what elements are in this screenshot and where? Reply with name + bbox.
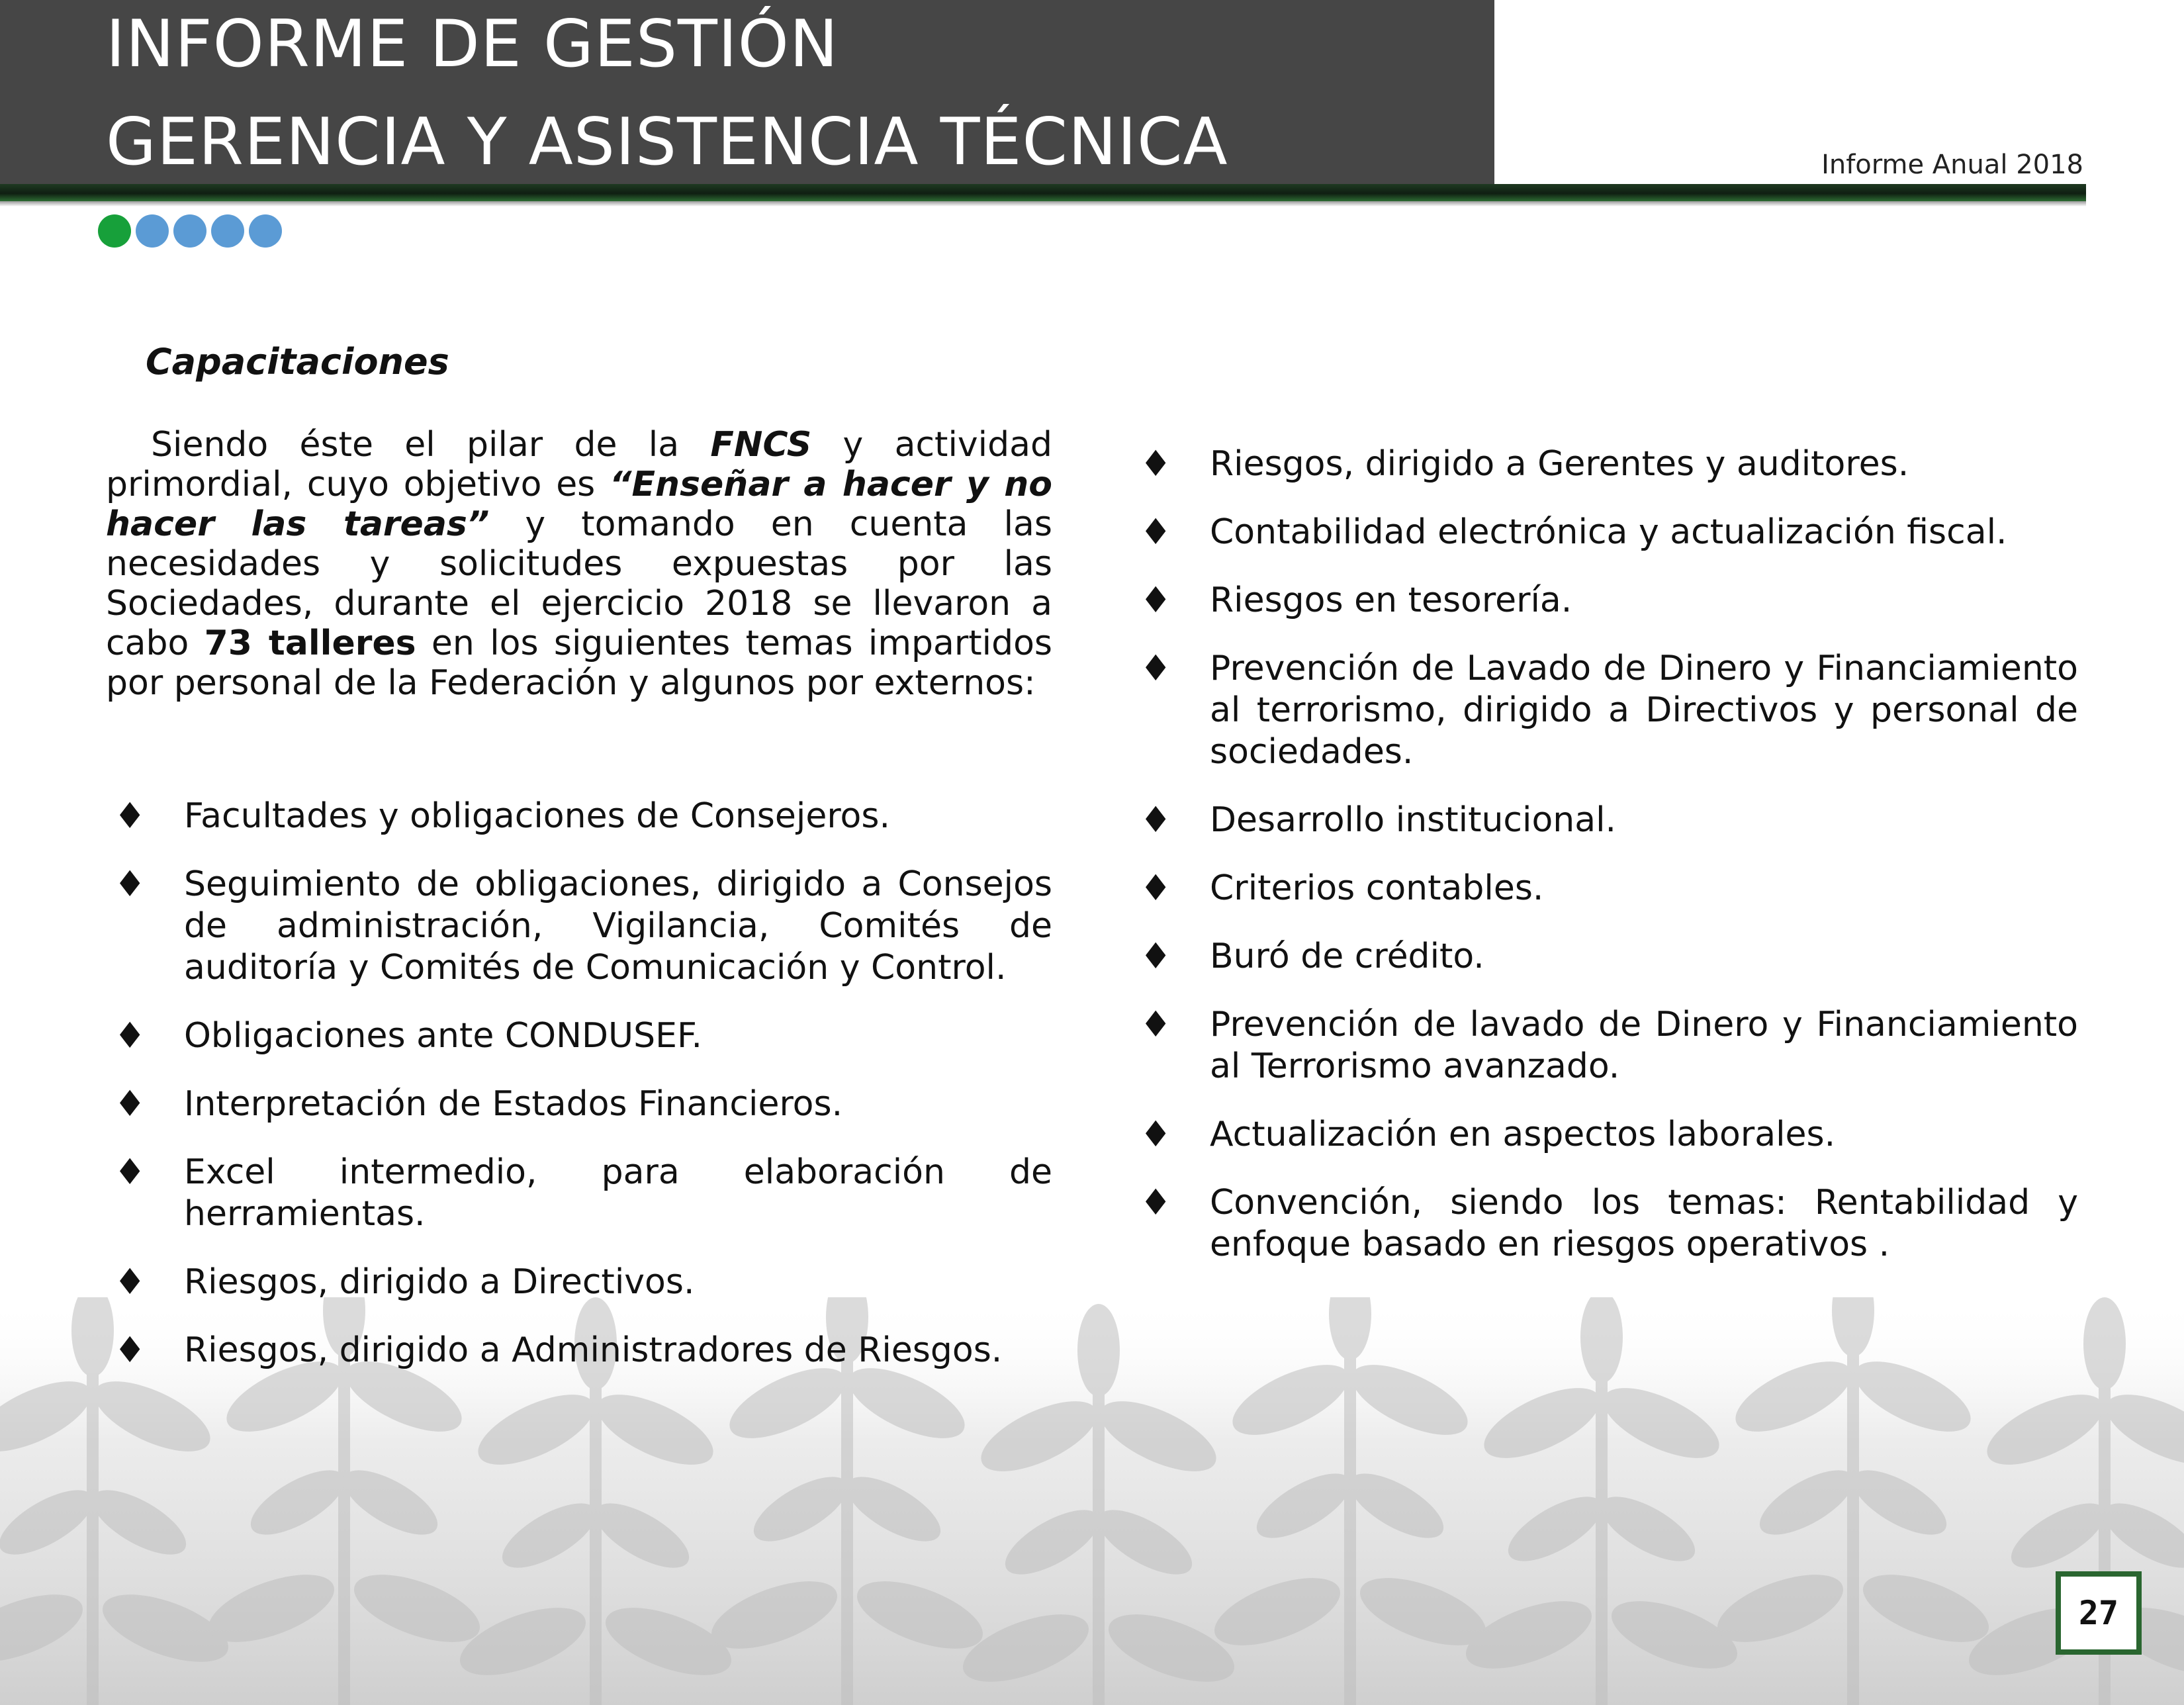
diamond-icon: ♦ bbox=[1140, 935, 1172, 977]
header-band bbox=[0, 0, 1494, 184]
diamond-icon: ♦ bbox=[1140, 1003, 1172, 1045]
list-item bbox=[1132, 1004, 2078, 1087]
intro-fncs: FNCS bbox=[710, 425, 812, 465]
list-item bbox=[106, 1152, 1052, 1235]
diamond-icon: ♦ bbox=[1140, 799, 1172, 841]
header-rule-shadow bbox=[0, 201, 2086, 207]
header-green-rule bbox=[0, 184, 2086, 201]
report-year-label: Informe Anual 2018 bbox=[1821, 150, 2083, 180]
dot-blue bbox=[249, 214, 282, 248]
list-item-text: Interpretación de Estados Financieros. bbox=[184, 1084, 843, 1124]
list-item bbox=[106, 796, 1052, 837]
list-item-text: Desarrollo institucional. bbox=[1210, 800, 1617, 840]
topic-list-right bbox=[1132, 443, 2078, 1292]
list-item bbox=[1132, 936, 2078, 978]
list-item bbox=[1132, 512, 2078, 553]
dot-green bbox=[98, 214, 131, 248]
list-item-text: Prevención de Lavado de Dinero y Financiamiento al terrorismo, dirigido a Directivos y personal de sociedades. bbox=[1210, 649, 2078, 772]
dot-blue bbox=[136, 214, 169, 248]
list-item bbox=[106, 864, 1052, 989]
header-title-line-1: INFORME DE GESTIÓN bbox=[106, 7, 839, 82]
list-item bbox=[106, 1015, 1052, 1057]
diamond-icon: ♦ bbox=[1140, 647, 1172, 689]
list-item-text: Buró de crédito. bbox=[1210, 937, 1484, 976]
list-item-text: Riesgos en tesorería. bbox=[1210, 580, 1572, 620]
list-item-text: Excel intermedio, para elaboración de herramientas. bbox=[184, 1152, 1052, 1234]
dot-blue bbox=[173, 214, 206, 248]
list-item bbox=[1132, 443, 2078, 485]
intro-text-3: y tomando en cuenta las necesidades y solicitudes expuestas por las Sociedades, durante el ejercicio 2018 se llevaron a cabo bbox=[106, 504, 1052, 663]
list-item-text: Seguimiento de obligaciones, dirigido a Consejos de administración, Vigilancia, Comités de auditoría y Comités de Comunicación y Control. bbox=[184, 864, 1052, 988]
intro-paragraph bbox=[106, 425, 1052, 703]
list-item bbox=[106, 1330, 1052, 1371]
diamond-icon: ♦ bbox=[114, 1261, 146, 1303]
list-item bbox=[106, 1262, 1052, 1303]
list-item-text: Obligaciones ante CONDUSEF. bbox=[184, 1016, 703, 1056]
diamond-icon: ♦ bbox=[1140, 511, 1172, 553]
intro-workshop-count: 73 talleres bbox=[204, 623, 416, 663]
list-item-text: Riesgos, dirigido a Gerentes y auditores. bbox=[1210, 444, 1909, 484]
diamond-icon: ♦ bbox=[1140, 1181, 1172, 1223]
diamond-icon: ♦ bbox=[114, 795, 146, 837]
diamond-icon: ♦ bbox=[1140, 443, 1172, 484]
list-item-text: Contabilidad electrónica y actualización fiscal. bbox=[1210, 512, 2007, 552]
dot-blue bbox=[211, 214, 244, 248]
diamond-icon: ♦ bbox=[114, 863, 146, 905]
diamond-icon: ♦ bbox=[114, 1151, 146, 1193]
intro-quote: “Enseñar a hacer y no hacer las tareas” bbox=[106, 465, 1052, 544]
header-title-line-2: GERENCIA Y ASISTENCIA TÉCNICA bbox=[106, 105, 1228, 180]
diamond-icon: ♦ bbox=[1140, 579, 1172, 621]
list-item-text: Actualización en aspectos laborales. bbox=[1210, 1115, 1836, 1154]
list-item bbox=[1132, 580, 2078, 622]
progress-dots bbox=[98, 214, 282, 248]
list-item bbox=[106, 1083, 1052, 1125]
intro-text-4: en los siguientes temas impartidos por personal de la Federación y algunos por externos: bbox=[106, 623, 1053, 703]
list-item bbox=[1132, 648, 2078, 773]
list-item bbox=[1132, 1114, 2078, 1156]
list-item bbox=[1132, 1182, 2078, 1266]
list-item-text: Convención, siendo los temas: Rentabilidad y enfoque basado en riesgos operativos . bbox=[1210, 1183, 2078, 1264]
list-item-text: Criterios contables. bbox=[1210, 868, 1544, 908]
intro-text-2: y actividad primordial, cuyo objetivo es bbox=[106, 425, 1052, 504]
intro-text-1: Siendo éste el pilar de la bbox=[151, 425, 711, 465]
list-item-text: Riesgos, dirigido a Administradores de Riesgos. bbox=[184, 1330, 1003, 1370]
list-item bbox=[1132, 868, 2078, 909]
list-item-text: Riesgos, dirigido a Directivos. bbox=[184, 1262, 695, 1302]
list-item-text: Facultades y obligaciones de Consejeros. bbox=[184, 796, 890, 836]
diamond-icon: ♦ bbox=[114, 1329, 146, 1371]
topic-list-left bbox=[106, 796, 1052, 1398]
diamond-icon: ♦ bbox=[114, 1083, 146, 1125]
list-item bbox=[1132, 800, 2078, 841]
diamond-icon: ♦ bbox=[1140, 867, 1172, 909]
section-title: Capacitaciones bbox=[146, 341, 449, 383]
diamond-icon: ♦ bbox=[1140, 1113, 1172, 1155]
page-number: 27 bbox=[2056, 1571, 2142, 1655]
diamond-icon: ♦ bbox=[114, 1015, 146, 1056]
list-item-text: Prevención de lavado de Dinero y Financiamiento al Terrorismo avanzado. bbox=[1210, 1005, 2078, 1086]
